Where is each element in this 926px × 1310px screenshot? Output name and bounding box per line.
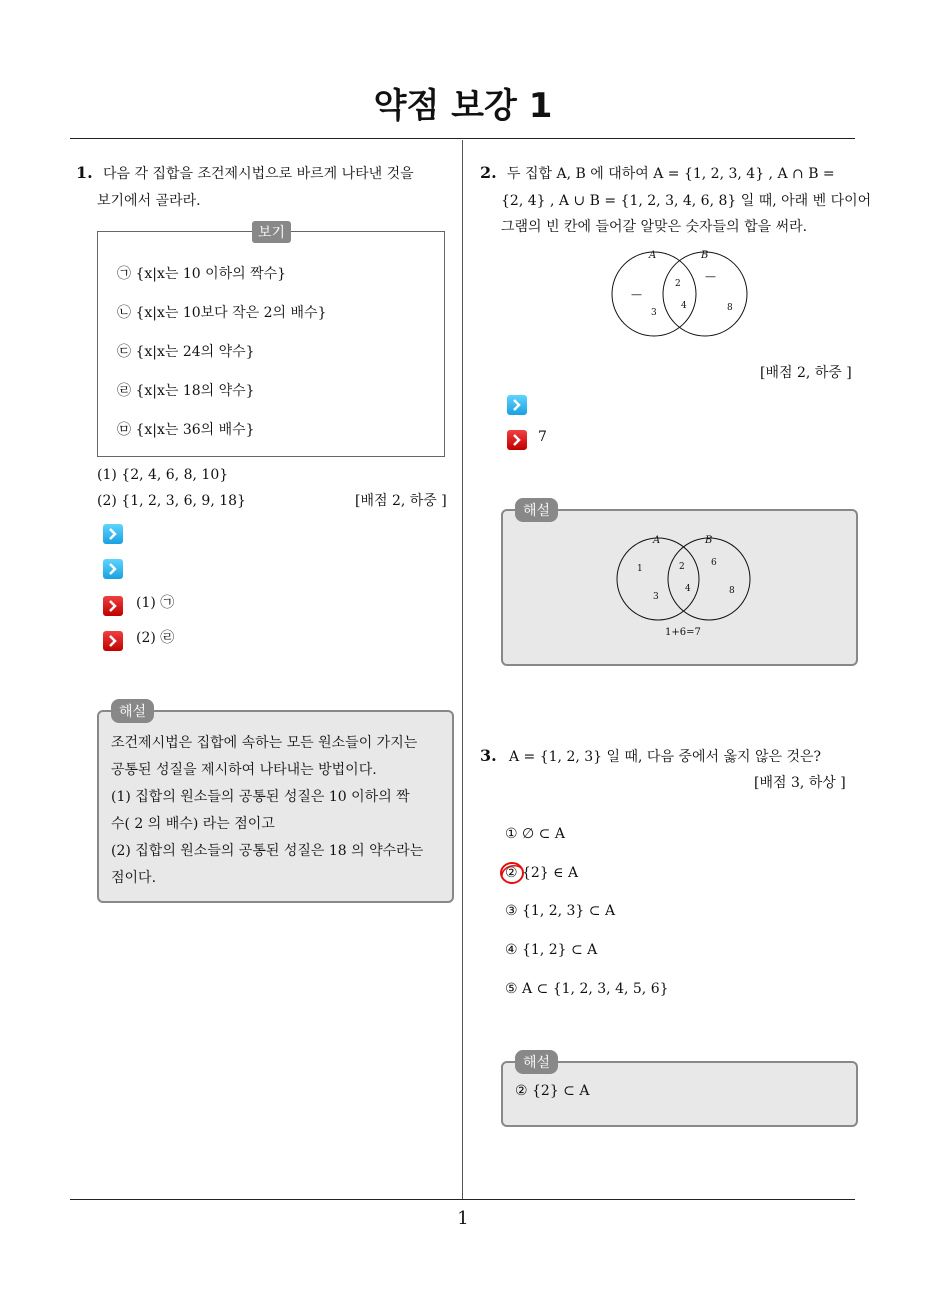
q3-option[interactable]: ⑤ A ⊂ {1, 2, 3, 4, 5, 6}	[505, 981, 669, 997]
q1-text-line2: 보기에서 골라라.	[97, 193, 201, 209]
venn-set-a	[612, 252, 696, 336]
venn-value: 2	[675, 279, 681, 289]
q1-explanation-box	[97, 704, 454, 903]
top-rule	[70, 138, 855, 139]
venn-value: 8	[729, 586, 735, 596]
q2-text-line2: {2, 4} , A ∪ B = {1, 2, 3, 4, 6, 8} 일 때, 아래 벤 다이어	[501, 193, 872, 209]
venn-set-a	[617, 538, 699, 620]
venn-value: 3	[651, 308, 657, 318]
venn-value: 2	[679, 562, 685, 572]
q1-item: ㉡ {x|x는 10보다 작은 2의 배수}	[117, 305, 327, 321]
correct-mark-circle-icon	[498, 859, 528, 887]
hint-icon[interactable]	[103, 559, 123, 579]
q3-number: 3.	[480, 746, 497, 765]
q1-explanation-line: 수( 2 의 배수) 라는 점이고	[111, 816, 275, 832]
q1-sub1: (1) {2, 4, 6, 8, 10}	[97, 467, 229, 483]
q1-explanation-label: 해설	[111, 699, 154, 723]
q1-answer2: (2) ㉣	[136, 630, 175, 646]
page-title: 약점 보강 1	[373, 86, 553, 126]
q2-explanation-label: 해설	[515, 498, 558, 522]
q1-item: ㉤ {x|x는 36의 배수}	[117, 422, 255, 438]
venn-blank: —	[705, 270, 716, 283]
q1-example-label: 보기	[252, 221, 291, 243]
q1-sub2: (2) {1, 2, 3, 6, 9, 18}	[97, 493, 246, 509]
venn-value: 3	[653, 592, 659, 602]
venn-value: 6	[711, 558, 717, 568]
venn-label-a: A	[649, 250, 657, 261]
chevron-right-icon	[103, 524, 123, 544]
venn-value: 4	[685, 584, 691, 594]
chevron-right-icon	[103, 559, 123, 579]
column-divider	[462, 140, 463, 1200]
q2-explanation-text: 1+6=7	[665, 627, 701, 638]
chevron-right-icon	[103, 596, 123, 616]
venn-set-b	[663, 252, 747, 336]
q3-option[interactable]: ④ {1, 2} ⊂ A	[505, 942, 598, 958]
venn-set-b	[668, 538, 750, 620]
venn-value: 4	[681, 301, 687, 311]
q1-explanation-line: (1) 집합의 원소들의 공통된 성질은 10 이하의 짝	[111, 789, 410, 805]
q1-score: [배점 2, 하중 ]	[355, 493, 447, 509]
chevron-right-icon	[507, 430, 527, 450]
q3-explanation-box	[501, 1055, 858, 1127]
answer-icon[interactable]	[103, 631, 123, 651]
q1-answer1: (1) ㉠	[136, 595, 175, 611]
q2-explanation-venn	[609, 533, 759, 623]
q1-number: 1.	[76, 163, 93, 182]
venn-label-a: A	[653, 535, 661, 546]
bottom-rule	[70, 1199, 855, 1200]
q1-example-box	[97, 225, 445, 457]
q2-score: [배점 2, 하중 ]	[760, 365, 852, 381]
q2-answer: 7	[538, 429, 547, 445]
q1-explanation-line: 공통된 성질을 제시하여 나타내는 방법이다.	[111, 762, 377, 778]
q2-number: 2.	[480, 163, 497, 182]
venn-blank: —	[631, 288, 642, 301]
q1-text-line1: 다음 각 집합을 조건제시법으로 바르게 나타낸 것을	[103, 166, 414, 182]
hint-icon[interactable]	[507, 395, 527, 415]
q2-text-line3: 그램의 빈 칸에 들어갈 알맞은 숫자들의 합을 써라.	[501, 219, 808, 235]
venn-label-b: B	[705, 535, 713, 546]
q2-explanation-box	[501, 503, 858, 666]
q1-item: ㉠ {x|x는 10 이하의 짝수}	[117, 266, 287, 282]
page-number: 1	[457, 1208, 469, 1229]
q1-explanation-line: 점이다.	[111, 870, 157, 886]
venn-label-b: B	[701, 250, 709, 261]
q1-explanation-line: (2) 집합의 원소들의 공통된 성질은 18 의 약수라는	[111, 843, 424, 859]
chevron-right-icon	[507, 395, 527, 415]
q1-item: ㉣ {x|x는 18의 약수}	[117, 383, 255, 399]
q1-item: ㉢ {x|x는 24의 약수}	[117, 344, 255, 360]
answer-icon[interactable]	[507, 430, 527, 450]
q2-text-line1: 두 집합 A, B 에 대하여 A = {1, 2, 3, 4} , A ∩ B =	[507, 166, 835, 182]
q3-option[interactable]: ① ∅ ⊂ A	[505, 826, 565, 842]
answer-icon[interactable]	[103, 596, 123, 616]
q3-option[interactable]: ③ {1, 2, 3} ⊂ A	[505, 903, 616, 919]
q3-explanation-label: 해설	[515, 1050, 558, 1074]
q3-option[interactable]: ② {2} ∈ A	[505, 865, 579, 881]
venn-value: 1	[637, 564, 643, 574]
q3-score: [배점 3, 하상 ]	[754, 775, 846, 791]
chevron-right-icon	[103, 631, 123, 651]
hint-icon[interactable]	[103, 524, 123, 544]
q3-explanation-text: ② {2} ⊂ A	[515, 1083, 590, 1099]
q1-explanation-line: 조건제시법은 집합에 속하는 모든 원소들이 가지는	[111, 735, 418, 751]
venn-value: 8	[727, 303, 733, 313]
q3-text: A = {1, 2, 3} 일 때, 다음 중에서 옳지 않은 것은?	[509, 749, 821, 765]
q2-venn-diagram	[605, 248, 755, 340]
